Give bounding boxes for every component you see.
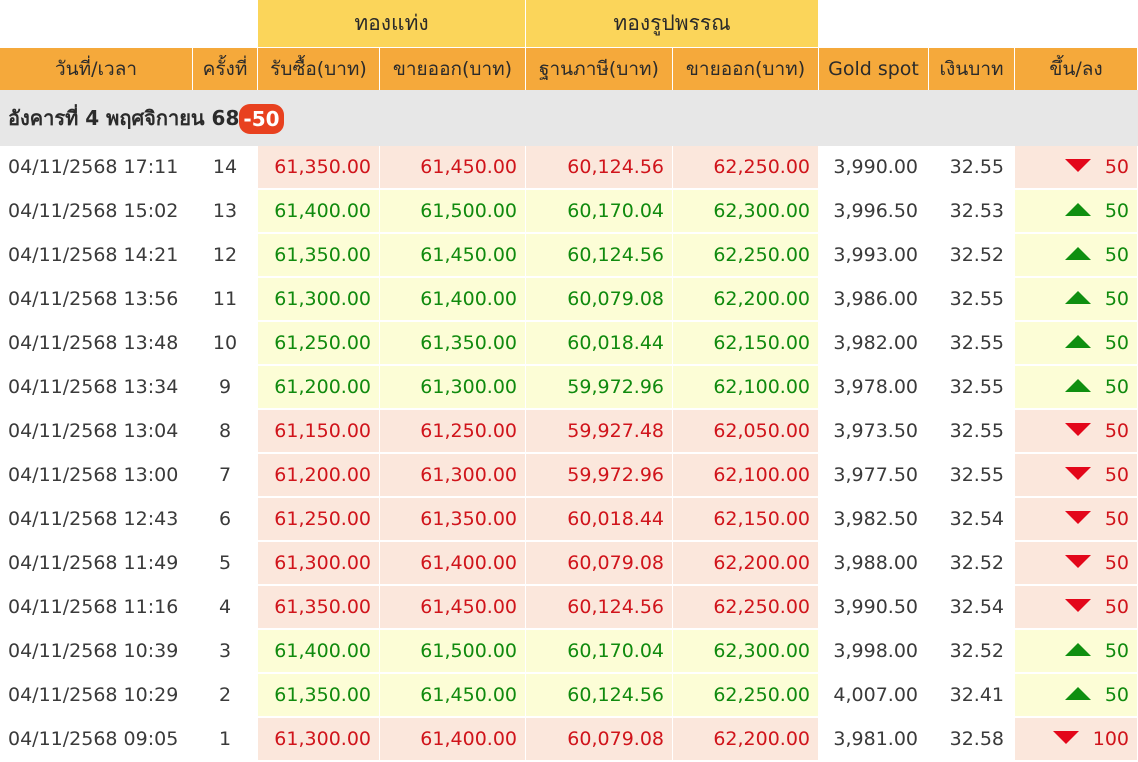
cell-gold-spot: 3,996.50 bbox=[819, 190, 929, 234]
cell-ornament-sell: 62,150.00 bbox=[673, 322, 819, 366]
cell-bar-sell: 61,350.00 bbox=[380, 498, 526, 542]
cell-bar-buy: 61,300.00 bbox=[258, 718, 380, 762]
table-row bbox=[0, 278, 1138, 322]
cell-thb: 32.52 bbox=[929, 542, 1015, 586]
table-row bbox=[0, 234, 1138, 278]
column-header-ornament-base: ฐานภาษี(บาท) bbox=[526, 48, 673, 90]
cell-count: 7 bbox=[193, 454, 258, 498]
cell-gold-spot: 4,007.00 bbox=[819, 674, 929, 718]
cell-gold-spot: 3,982.00 bbox=[819, 322, 929, 366]
change-value: 50 bbox=[1104, 596, 1130, 618]
column-header-change: ขึ้น/ลง bbox=[1015, 48, 1138, 90]
cell-count: 3 bbox=[193, 630, 258, 674]
table-row bbox=[0, 454, 1138, 498]
cell-gold-spot: 3,993.00 bbox=[819, 234, 929, 278]
cell-change bbox=[1015, 542, 1138, 586]
table-row bbox=[0, 322, 1138, 366]
change-value: 50 bbox=[1104, 508, 1130, 530]
cell-ornament-sell: 62,050.00 bbox=[673, 410, 819, 454]
cell-gold-spot: 3,982.50 bbox=[819, 498, 929, 542]
cell-ornament-base: 60,124.56 bbox=[526, 586, 673, 630]
cell-change bbox=[1015, 278, 1138, 322]
cell-bar-sell: 61,350.00 bbox=[380, 322, 526, 366]
cell-bar-sell: 61,300.00 bbox=[380, 454, 526, 498]
change-value: 50 bbox=[1104, 288, 1130, 310]
cell-datetime: 04/11/2568 11:49 bbox=[0, 542, 193, 586]
arrow-down-icon bbox=[1065, 555, 1091, 568]
cell-thb: 32.52 bbox=[929, 234, 1015, 278]
cell-bar-sell: 61,500.00 bbox=[380, 630, 526, 674]
cell-change bbox=[1015, 146, 1138, 190]
cell-count: 5 bbox=[193, 542, 258, 586]
cell-ornament-base: 60,124.56 bbox=[526, 146, 673, 190]
cell-datetime: 04/11/2568 13:56 bbox=[0, 278, 193, 322]
cell-count: 12 bbox=[193, 234, 258, 278]
cell-count: 2 bbox=[193, 674, 258, 718]
day-label: อังคารที่ 4 พฤศจิกายน 68 bbox=[8, 105, 240, 130]
cell-bar-buy: 61,350.00 bbox=[258, 234, 380, 278]
cell-count: 9 bbox=[193, 366, 258, 410]
cell-ornament-base: 60,124.56 bbox=[526, 674, 673, 718]
group-header-row bbox=[0, 0, 1138, 48]
change-value: 50 bbox=[1104, 156, 1130, 178]
cell-bar-buy: 61,300.00 bbox=[258, 542, 380, 586]
table-row bbox=[0, 630, 1138, 674]
cell-change bbox=[1015, 366, 1138, 410]
table-row bbox=[0, 586, 1138, 630]
cell-thb: 32.55 bbox=[929, 322, 1015, 366]
cell-ornament-base: 60,124.56 bbox=[526, 234, 673, 278]
cell-bar-buy: 61,200.00 bbox=[258, 454, 380, 498]
cell-bar-sell: 61,450.00 bbox=[380, 586, 526, 630]
cell-ornament-base: 60,079.08 bbox=[526, 278, 673, 322]
cell-datetime: 04/11/2568 15:02 bbox=[0, 190, 193, 234]
cell-bar-buy: 61,400.00 bbox=[258, 630, 380, 674]
cell-bar-buy: 61,300.00 bbox=[258, 278, 380, 322]
cell-gold-spot: 3,981.00 bbox=[819, 718, 929, 762]
cell-datetime: 04/11/2568 10:29 bbox=[0, 674, 193, 718]
cell-thb: 32.53 bbox=[929, 190, 1015, 234]
column-header-thb: เงินบาท bbox=[929, 48, 1015, 90]
cell-gold-spot: 3,990.50 bbox=[819, 586, 929, 630]
group-header-bar-gold: ทองแท่ง bbox=[258, 0, 526, 48]
cell-thb: 32.55 bbox=[929, 454, 1015, 498]
arrow-down-icon bbox=[1065, 423, 1091, 436]
cell-datetime: 04/11/2568 13:34 bbox=[0, 366, 193, 410]
cell-change bbox=[1015, 454, 1138, 498]
cell-change bbox=[1015, 190, 1138, 234]
arrow-up-icon bbox=[1065, 335, 1091, 348]
cell-datetime: 04/11/2568 13:04 bbox=[0, 410, 193, 454]
cell-count: 6 bbox=[193, 498, 258, 542]
column-header-row bbox=[0, 48, 1138, 90]
cell-bar-buy: 61,350.00 bbox=[258, 586, 380, 630]
cell-bar-sell: 61,400.00 bbox=[380, 278, 526, 322]
column-header-ornament-sell: ขายออก(บาท) bbox=[673, 48, 819, 90]
cell-datetime: 04/11/2568 13:00 bbox=[0, 454, 193, 498]
group-header-blank-right bbox=[819, 0, 1138, 48]
cell-datetime: 04/11/2568 10:39 bbox=[0, 630, 193, 674]
cell-ornament-sell: 62,100.00 bbox=[673, 454, 819, 498]
arrow-down-icon bbox=[1065, 599, 1091, 612]
cell-thb: 32.41 bbox=[929, 674, 1015, 718]
cell-datetime: 04/11/2568 09:05 bbox=[0, 718, 193, 762]
cell-change bbox=[1015, 586, 1138, 630]
arrow-up-icon bbox=[1065, 643, 1091, 656]
cell-thb: 32.58 bbox=[929, 718, 1015, 762]
column-header-bar-buy: รับซื้อ(บาท) bbox=[258, 48, 380, 90]
group-header-ornament-gold: ทองรูปพรรณ bbox=[526, 0, 819, 48]
column-header-count: ครั้งที่ bbox=[193, 48, 258, 90]
arrow-up-icon bbox=[1065, 687, 1091, 700]
cell-ornament-sell: 62,300.00 bbox=[673, 190, 819, 234]
table-row bbox=[0, 498, 1138, 542]
change-value: 50 bbox=[1104, 640, 1130, 662]
arrow-down-icon bbox=[1065, 511, 1091, 524]
cell-bar-sell: 61,250.00 bbox=[380, 410, 526, 454]
cell-gold-spot: 3,990.00 bbox=[819, 146, 929, 190]
cell-change bbox=[1015, 674, 1138, 718]
cell-change bbox=[1015, 322, 1138, 366]
cell-ornament-base: 60,079.08 bbox=[526, 718, 673, 762]
day-change-badge: -50 bbox=[239, 104, 283, 134]
cell-ornament-sell: 62,200.00 bbox=[673, 718, 819, 762]
cell-datetime: 04/11/2568 11:16 bbox=[0, 586, 193, 630]
cell-change bbox=[1015, 234, 1138, 278]
cell-count: 1 bbox=[193, 718, 258, 762]
table-row bbox=[0, 674, 1138, 718]
arrow-up-icon bbox=[1065, 291, 1091, 304]
cell-gold-spot: 3,998.00 bbox=[819, 630, 929, 674]
cell-bar-sell: 61,400.00 bbox=[380, 542, 526, 586]
change-value: 50 bbox=[1104, 684, 1130, 706]
change-value: 50 bbox=[1104, 200, 1130, 222]
arrow-down-icon bbox=[1065, 467, 1091, 480]
cell-change bbox=[1015, 630, 1138, 674]
cell-datetime: 04/11/2568 17:11 bbox=[0, 146, 193, 190]
cell-thb: 32.55 bbox=[929, 278, 1015, 322]
cell-ornament-sell: 62,200.00 bbox=[673, 542, 819, 586]
group-header-blank bbox=[0, 0, 258, 48]
cell-ornament-sell: 62,250.00 bbox=[673, 586, 819, 630]
table-row bbox=[0, 190, 1138, 234]
cell-bar-buy: 61,250.00 bbox=[258, 322, 380, 366]
cell-datetime: 04/11/2568 12:43 bbox=[0, 498, 193, 542]
table-row bbox=[0, 718, 1138, 762]
cell-bar-sell: 61,450.00 bbox=[380, 674, 526, 718]
cell-ornament-sell: 62,100.00 bbox=[673, 366, 819, 410]
change-value: 50 bbox=[1104, 464, 1130, 486]
cell-ornament-sell: 62,250.00 bbox=[673, 146, 819, 190]
cell-datetime: 04/11/2568 13:48 bbox=[0, 322, 193, 366]
change-value: 50 bbox=[1104, 332, 1130, 354]
cell-bar-buy: 61,250.00 bbox=[258, 498, 380, 542]
cell-bar-buy: 61,150.00 bbox=[258, 410, 380, 454]
cell-count: 8 bbox=[193, 410, 258, 454]
column-header-gold-spot: Gold spot bbox=[819, 48, 929, 90]
table-row bbox=[0, 146, 1138, 190]
cell-count: 11 bbox=[193, 278, 258, 322]
change-value: 100 bbox=[1092, 728, 1130, 750]
cell-ornament-sell: 62,300.00 bbox=[673, 630, 819, 674]
table-row bbox=[0, 366, 1138, 410]
change-value: 50 bbox=[1104, 376, 1130, 398]
arrow-up-icon bbox=[1065, 203, 1091, 216]
cell-ornament-sell: 62,200.00 bbox=[673, 278, 819, 322]
cell-change bbox=[1015, 498, 1138, 542]
cell-ornament-base: 59,972.96 bbox=[526, 454, 673, 498]
cell-ornament-sell: 62,250.00 bbox=[673, 234, 819, 278]
cell-thb: 32.55 bbox=[929, 410, 1015, 454]
cell-gold-spot: 3,973.50 bbox=[819, 410, 929, 454]
cell-thb: 32.55 bbox=[929, 366, 1015, 410]
cell-thb: 32.55 bbox=[929, 146, 1015, 190]
cell-bar-buy: 61,350.00 bbox=[258, 674, 380, 718]
change-value: 50 bbox=[1104, 552, 1130, 574]
arrow-up-icon bbox=[1065, 247, 1091, 260]
arrow-up-icon bbox=[1065, 379, 1091, 392]
cell-ornament-base: 60,170.04 bbox=[526, 190, 673, 234]
change-value: 50 bbox=[1104, 420, 1130, 442]
cell-ornament-base: 60,170.04 bbox=[526, 630, 673, 674]
cell-change bbox=[1015, 718, 1138, 762]
column-header-bar-sell: ขายออก(บาท) bbox=[380, 48, 526, 90]
cell-bar-sell: 61,500.00 bbox=[380, 190, 526, 234]
column-header-datetime: วันที่/เวลา bbox=[0, 48, 193, 90]
day-summary-cell bbox=[0, 90, 1138, 146]
cell-ornament-sell: 62,150.00 bbox=[673, 498, 819, 542]
cell-bar-sell: 61,450.00 bbox=[380, 234, 526, 278]
cell-datetime: 04/11/2568 14:21 bbox=[0, 234, 193, 278]
cell-bar-buy: 61,200.00 bbox=[258, 366, 380, 410]
table-row bbox=[0, 410, 1138, 454]
cell-gold-spot: 3,978.00 bbox=[819, 366, 929, 410]
cell-count: 13 bbox=[193, 190, 258, 234]
table-row bbox=[0, 542, 1138, 586]
change-value: 50 bbox=[1104, 244, 1130, 266]
cell-thb: 32.52 bbox=[929, 630, 1015, 674]
cell-count: 14 bbox=[193, 146, 258, 190]
cell-thb: 32.54 bbox=[929, 586, 1015, 630]
arrow-down-icon bbox=[1065, 159, 1091, 172]
cell-ornament-base: 59,972.96 bbox=[526, 366, 673, 410]
cell-count: 10 bbox=[193, 322, 258, 366]
cell-bar-buy: 61,400.00 bbox=[258, 190, 380, 234]
day-summary-row bbox=[0, 90, 1138, 146]
cell-gold-spot: 3,988.00 bbox=[819, 542, 929, 586]
cell-ornament-base: 60,079.08 bbox=[526, 542, 673, 586]
cell-change bbox=[1015, 410, 1138, 454]
arrow-down-icon bbox=[1053, 731, 1079, 744]
cell-ornament-sell: 62,250.00 bbox=[673, 674, 819, 718]
cell-bar-sell: 61,300.00 bbox=[380, 366, 526, 410]
cell-gold-spot: 3,986.00 bbox=[819, 278, 929, 322]
cell-bar-buy: 61,350.00 bbox=[258, 146, 380, 190]
cell-gold-spot: 3,977.50 bbox=[819, 454, 929, 498]
cell-thb: 32.54 bbox=[929, 498, 1015, 542]
cell-ornament-base: 59,927.48 bbox=[526, 410, 673, 454]
cell-ornament-base: 60,018.44 bbox=[526, 498, 673, 542]
cell-ornament-base: 60,018.44 bbox=[526, 322, 673, 366]
cell-bar-sell: 61,400.00 bbox=[380, 718, 526, 762]
cell-count: 4 bbox=[193, 586, 258, 630]
cell-bar-sell: 61,450.00 bbox=[380, 146, 526, 190]
